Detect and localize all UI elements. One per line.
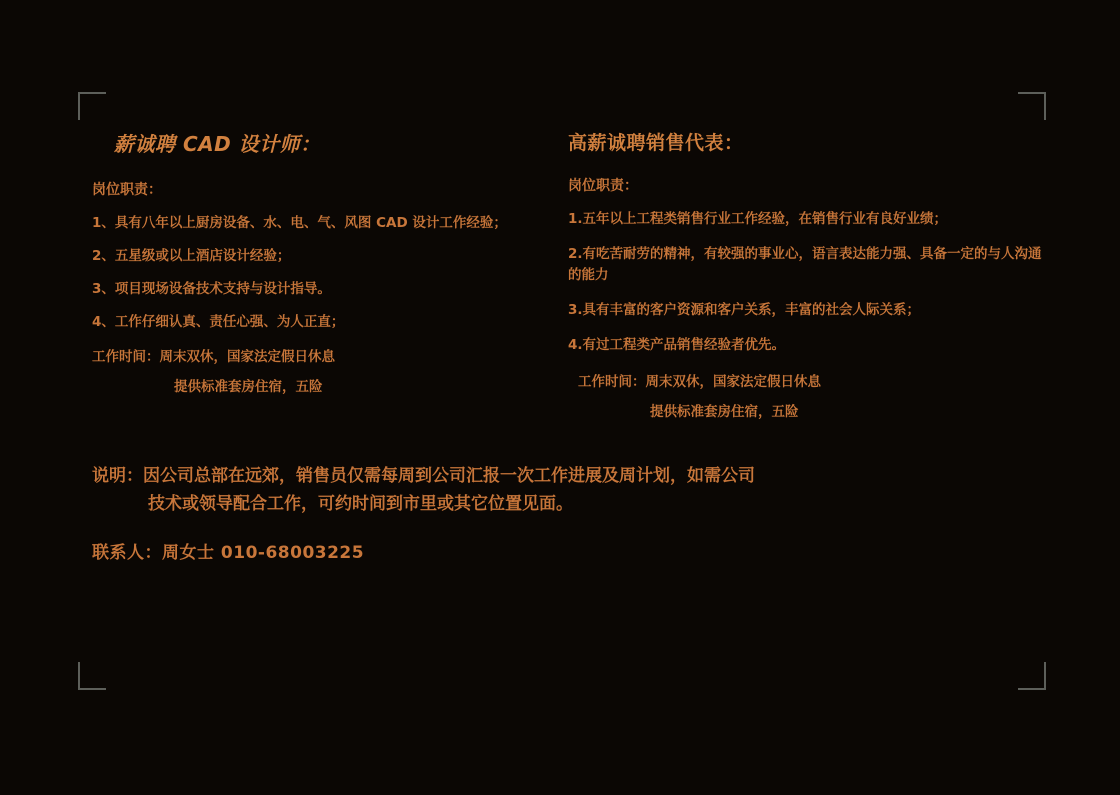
designer-heading: 薪诚聘 CAD 设计师： [114,132,321,156]
crop-mark-top-left [78,92,106,120]
sales-duty-4: 4.有过工程类产品销售经验者优先。 [568,336,786,353]
designer-duty-3: 3、项目现场设备技术支持与设计指导。 [92,280,331,297]
designer-duty-1: 1、具有八年以上厨房设备、水、电、气、风图 CAD 设计工作经验； [92,215,507,231]
explanation-line-2: 技术或领导配合工作，可约时间到市里或其它位置见面。 [148,494,573,515]
designer-duty-4: 4、工作仔细认真、责任心强、为人正直； [92,313,345,330]
sales-duty-2: 2.有吃苦耐劳的精神，有较强的事业心，语言表达能力强、具备一定的与人沟通的能力 [568,245,1042,283]
explanation-note [92,462,992,518]
sales-worktime: 工作时间：周末双休，国家法定假日休息 [578,373,821,390]
designer-worktime: 工作时间：周末双休，国家法定假日休息 [92,348,335,365]
designer-subheading: 岗位职责： [92,182,162,198]
crop-mark-top-right [1018,92,1046,120]
job-column-designer [92,128,542,395]
sales-subheading: 岗位职责： [568,178,638,194]
sales-housing: 提供标准套房住宿，五险 [650,403,799,420]
designer-duty-2: 2、五星级或以上酒店设计经验； [92,247,291,264]
sales-duty-3: 3.具有丰富的客户资源和客户关系，丰富的社会人际关系； [568,301,921,318]
sales-duty-1: 1.五年以上工程类销售行业工作经验，在销售行业有良好业绩； [568,211,948,227]
designer-housing: 提供标准套房住宿，五险 [174,378,323,395]
job-column-sales [568,128,1048,420]
crop-mark-bottom-right [1018,662,1046,690]
contact-info: 联系人：周女士 010-68003225 [92,543,365,563]
explanation-line-1: 说明：因公司总部在远郊，销售员仅需每周到公司汇报一次工作进展及周计划，如需公司 [92,466,755,486]
sales-heading: 高薪诚聘销售代表： [568,132,744,154]
crop-mark-bottom-left [78,662,106,690]
